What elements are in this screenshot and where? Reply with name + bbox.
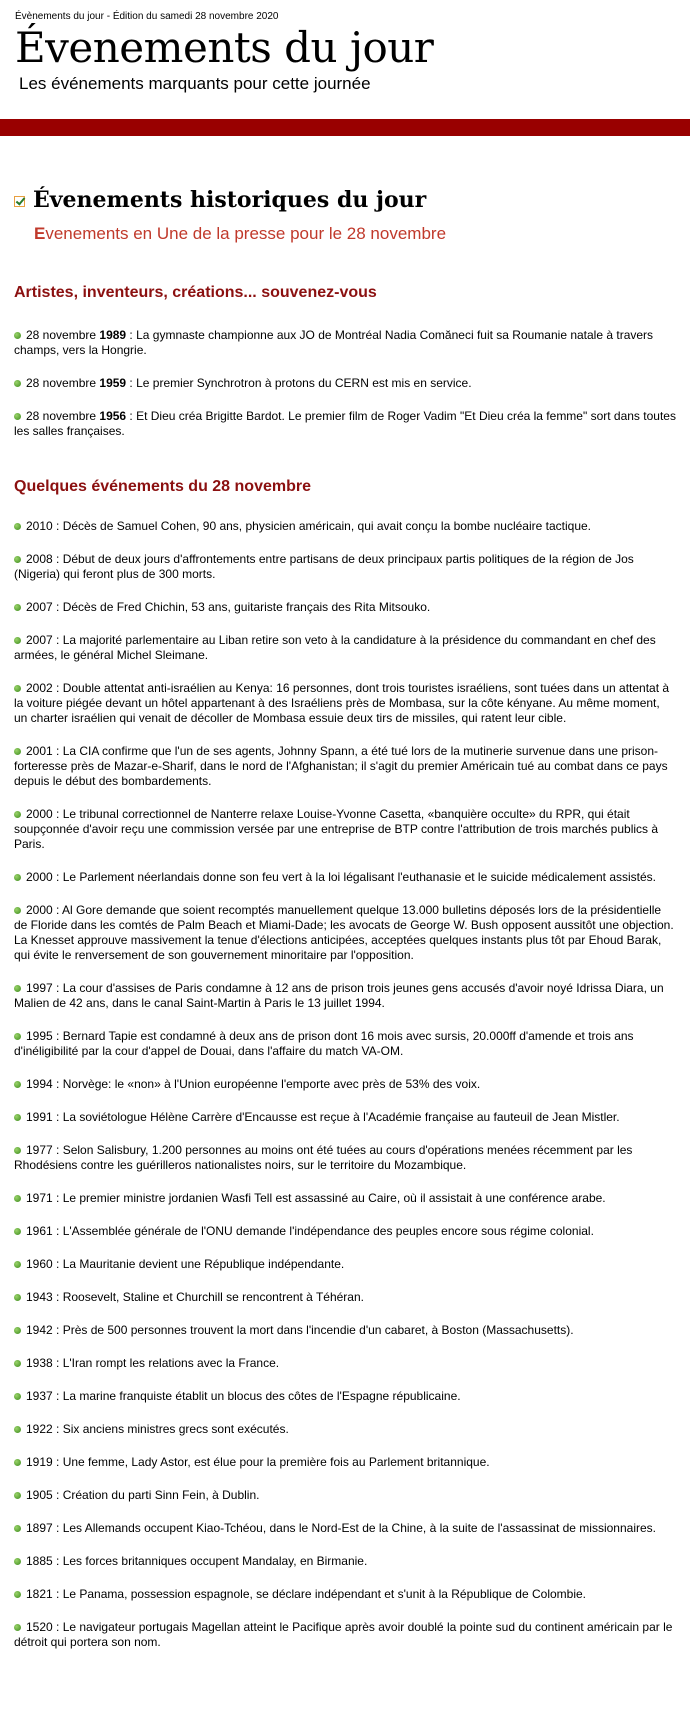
press-front-page-link[interactable] (34, 224, 676, 244)
item-text: 1520 : Le navigateur portugais Magellan atteint le Pacifique après avoir doublé la pointe sud du continent américain par le détroit qui portera son nom. (14, 1620, 673, 1649)
bullet-icon (14, 1081, 21, 1088)
item-text: : Et Dieu créa Brigitte Bardot. Le premier film de Roger Vadim "Et Dieu créa la femme" sort dans toutes les salles françaises. (14, 409, 676, 438)
list-item (14, 1455, 676, 1470)
list-item (14, 903, 676, 963)
list-item (14, 744, 676, 789)
item-text: 1922 : Six anciens ministres grecs sont exécutés. (26, 1422, 289, 1436)
bullet-icon (14, 1114, 21, 1121)
item-text: 1971 : Le premier ministre jordanien Wasfi Tell est assassiné au Caire, où il assistait à une conférence arabe. (26, 1191, 606, 1205)
bullet-icon (14, 907, 21, 914)
bullet-icon (14, 1360, 21, 1367)
list-item (14, 1029, 676, 1059)
section-title: Évenements historiques du jour (33, 187, 427, 213)
bullet-icon (14, 1261, 21, 1268)
item-text: 2007 : La majorité parlementaire au Liban retire son veto à la candidature à la présidence du commandant en chef des armées, le général Michel Sleimane. (14, 633, 656, 662)
bullet-icon (14, 1591, 21, 1598)
item-text: 1994 : Norvège: le «non» à l'Union européenne l'emporte avec près de 53% des voix. (26, 1077, 481, 1091)
item-text: 2010 : Décès de Samuel Cohen, 90 ans, physicien américain, qui avait conçu la bombe nucléaire tactique. (26, 519, 592, 533)
item-date: 28 novembre (26, 409, 100, 423)
bullet-icon (14, 811, 21, 818)
item-text: 1943 : Roosevelt, Staline et Churchill se rencontrent à Téhéran. (26, 1290, 364, 1304)
bullet-icon (14, 874, 21, 881)
events-heading: Quelques événements du 28 novembre (14, 478, 311, 495)
breadcrumb: Évènements du jour - Édition du samedi 28 novembre 2020 (15, 11, 279, 22)
item-text: 1919 : Une femme, Lady Astor, est élue pour la première fois au Parlement britannique. (26, 1455, 490, 1469)
list-item (14, 1521, 676, 1536)
bullet-icon (14, 1492, 21, 1499)
item-text: 1991 : La soviétologue Hélène Carrère d'Encausse est reçue à l'Académie française au fauteuil de Jean Mistler. (26, 1110, 620, 1124)
item-text: 1897 : Les Allemands occupent Kiao-Tchéou, dans le Nord-Est de la Chine, à la suite de l'assassinat de missionnaires. (26, 1521, 656, 1535)
item-year: 1959 (99, 376, 127, 390)
page-subtitle: Les événements marquants pour cette journée (19, 74, 371, 93)
list-item (14, 1110, 676, 1125)
list-item (14, 328, 676, 358)
item-text: 1961 : L'Assemblée générale de l'ONU demande l'indépendance des peuples encore sous régime colonial. (26, 1224, 594, 1238)
item-text: : La gymnaste championne aux JO de Montréal Nadia Comăneci fuit sa Roumanie natale à travers champs, vers la Hongrie. (14, 328, 654, 357)
item-text: 2008 : Début de deux jours d'affrontements entre partisans de deux principaux partis politiques de la région de Jos (Nigeria) qui feront plus de 300 morts. (14, 552, 634, 581)
bullet-icon (14, 1147, 21, 1154)
item-text: 1905 : Création du parti Sinn Fein, à Dublin. (26, 1488, 260, 1502)
list-item (14, 1323, 676, 1338)
item-text: 1977 : Selon Salisbury, 1.200 personnes au moins ont été tuées au cours d'opérations menées récemment par les Rhodésiens contre les guérilleros nationalistes noirs, sur le territoire du Mozambique. (14, 1143, 633, 1172)
item-date: 28 novembre (26, 328, 100, 342)
item-text: 1938 : L'Iran rompt les relations avec la France. (26, 1356, 280, 1370)
header-banner (0, 119, 690, 136)
events-list (14, 519, 676, 1650)
list-item (14, 981, 676, 1011)
list-item (14, 1224, 676, 1239)
item-text: 1960 : La Mauritanie devient une République indépendante. (26, 1257, 345, 1271)
list-item (14, 1488, 676, 1503)
item-text: 2000 : Al Gore demande que soient recomptés manuellement quelque 13.000 bulletins déposés lors de la présidentielle de Floride dans les comtés de Palm Beach et Miami-Dade; les avocats de George W. Bush opposent aussitôt une objection. La Knesset approuve massivement la tenue d'élections anticipées, acceptées quelques instants plus tôt par Ehoud Barak, qui évite le renversement de son gouvernement minoritaire par l'opposition. (14, 903, 674, 962)
item-text: 1821 : Le Panama, possession espagnole, se déclare indépendant et s'unit à la République de Colombie. (26, 1587, 587, 1601)
list-item (14, 1356, 676, 1371)
bullet-icon (14, 380, 21, 387)
item-text: 2007 : Décès de Fred Chichin, 53 ans, guitariste français des Rita Mitsouko. (26, 600, 431, 614)
bullet-icon (14, 523, 21, 530)
press-link-initial: E (34, 224, 46, 243)
bullet-icon (14, 1525, 21, 1532)
list-item (14, 409, 676, 439)
bullet-icon (14, 1624, 21, 1631)
page-header (0, 0, 690, 94)
artists-heading: Artistes, inventeurs, créations... souvenez-vous (14, 284, 377, 301)
list-item (14, 1620, 676, 1650)
bullet-icon (14, 1195, 21, 1202)
item-text: 1885 : Les forces britanniques occupent Mandalay, en Birmanie. (26, 1554, 368, 1568)
bullet-icon (14, 1327, 21, 1334)
item-year: 1989 (99, 328, 127, 342)
artists-list (14, 328, 676, 439)
list-item (14, 600, 676, 615)
bullet-icon (14, 1033, 21, 1040)
list-item (14, 681, 676, 726)
bullet-icon (14, 1426, 21, 1433)
bullet-icon (14, 1459, 21, 1466)
bullet-icon (14, 1558, 21, 1565)
bullet-icon (14, 685, 21, 692)
list-item (14, 1257, 676, 1272)
list-item (14, 1554, 676, 1569)
bullet-icon (14, 1294, 21, 1301)
item-text: 2002 : Double attentat anti-israélien au Kenya: 16 personnes, dont trois touristes israéliens, sont tuées dans un attentat à la voiture piégée devant un hôtel appartenant à des Israéliens près de Mombasa, sur la côte kényane. Au même moment, un charter israélien qui venait de décoller de Mombasa essuie deux tirs de missiles, qui ratent leur cible. (14, 681, 670, 725)
page-title: Évenements du jour (15, 23, 434, 72)
item-text: 1937 : La marine franquiste établit un blocus des côtes de l'Espagne républicaine. (26, 1389, 461, 1403)
bullet-icon (14, 413, 21, 420)
item-text: 1995 : Bernard Tapie est condamné à deux ans de prison dont 16 mois avec sursis, 20.000ff d'amende et trois ans d'inéligibilité par la cour d'appel de Douai, dans l'affaire du match VA-OM. (14, 1029, 634, 1058)
list-item (14, 633, 676, 663)
item-text: : Le premier Synchrotron à protons du CERN est mis en service. (126, 376, 472, 390)
item-year: 1956 (99, 409, 127, 423)
bullet-icon (14, 1393, 21, 1400)
list-item (14, 807, 676, 852)
list-item (14, 1290, 676, 1305)
checkbox-icon (14, 196, 25, 207)
list-item (14, 1389, 676, 1404)
item-text: 2000 : Le Parlement néerlandais donne son feu vert à la loi légalisant l'euthanasie et le suicide médicalement assistés. (26, 870, 657, 884)
list-item (14, 376, 676, 391)
list-item (14, 1143, 676, 1173)
list-item (14, 1587, 676, 1602)
bullet-icon (14, 637, 21, 644)
list-item (14, 870, 676, 885)
list-item (14, 519, 676, 534)
bullet-icon (14, 985, 21, 992)
item-text: 1942 : Près de 500 personnes trouvent la mort dans l'incendie d'un cabaret, à Boston (Massachusetts). (26, 1323, 574, 1337)
bullet-icon (14, 1228, 21, 1235)
bullet-icon (14, 748, 21, 755)
historical-events-section (14, 186, 676, 1668)
press-link-text: venements en Une de la presse pour le 28 novembre (45, 224, 447, 243)
list-item (14, 1077, 676, 1092)
item-text: 1997 : La cour d'assises de Paris condamne à 12 ans de prison trois jeunes gens accusés d'avoir noyé Idrissa Diara, un Malien de 42 ans, dans le canal Saint-Martin à Paris le 13 juillet 1994. (14, 981, 664, 1010)
bullet-icon (14, 556, 21, 563)
list-item (14, 552, 676, 582)
list-item (14, 1191, 676, 1206)
item-text: 2001 : La CIA confirme que l'un de ses agents, Johnny Spann, a été tué lors de la mutinerie survenue dans une prison-forteresse près de Mazar-e-Sharif, dans le nord de l'Afghanistan; il s'agit du premier Américain tué au combat dans ce pays depuis le début des bombardements. (14, 744, 668, 788)
bullet-icon (14, 332, 21, 339)
item-date: 28 novembre (26, 376, 100, 390)
bullet-icon (14, 604, 21, 611)
section-header (14, 186, 676, 214)
list-item (14, 1422, 676, 1437)
item-text: 2000 : Le tribunal correctionnel de Nanterre relaxe Louise-Yvonne Casetta, «banquière occulte» du RPR, qui était soupçonnée d'avoir reçu une commission versée par une entreprise de BTP contre l'attribution de trois marchés publics à Paris. (14, 807, 659, 851)
